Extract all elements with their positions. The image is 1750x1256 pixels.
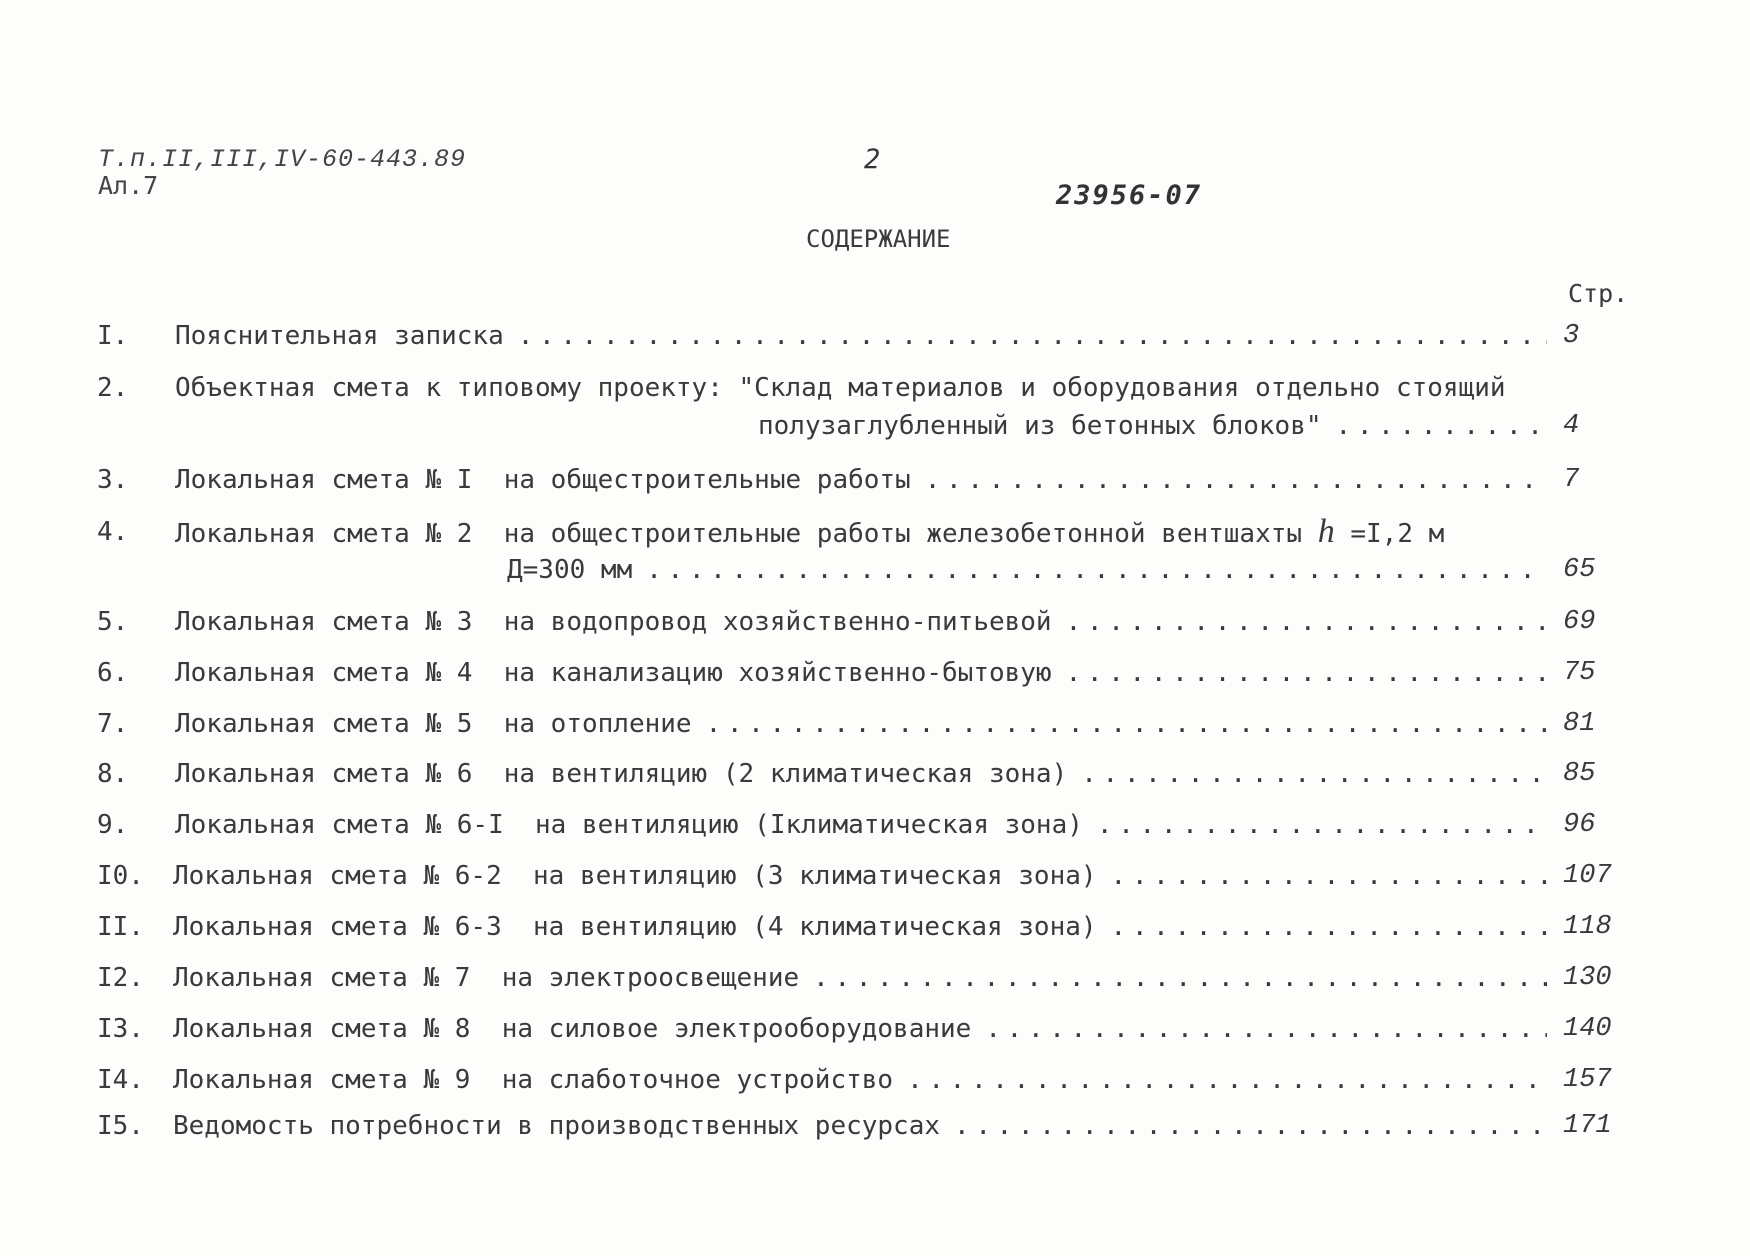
- toc-item-number: 9.: [97, 810, 129, 840]
- toc-item-text: Локальная смета № 3 на водопровод хозяйственно-питьевой: [175, 607, 1052, 637]
- toc-leader-dots: [1066, 655, 1547, 691]
- toc-item-text: Локальная смета № 6-2 на вентиляцию (3 климатическая зона): [173, 861, 1097, 891]
- toc-item-number: 3.: [97, 465, 129, 495]
- toc-item-text: Локальная смета № 8 на силовое электрооборудование: [173, 1014, 972, 1044]
- toc-item-page: 81: [1563, 709, 1596, 739]
- toc-item-text: Локальная смета № 5 на отопление: [175, 709, 692, 739]
- toc-item-page: 85: [1563, 759, 1596, 789]
- toc-item-number: I0.: [97, 861, 144, 891]
- toc-leader-dots: [925, 462, 1547, 498]
- toc-leader-dots: [1097, 807, 1547, 843]
- toc-item-page: 7: [1563, 465, 1580, 495]
- toc-leader-dots: [1111, 858, 1547, 894]
- toc-item-number: II.: [97, 912, 144, 942]
- toc-item-text: Локальная смета № 4 на канализацию хозяйственно-бытовую: [175, 658, 1052, 688]
- toc-leader-dots: [646, 552, 1547, 588]
- toc-item-text: Локальная смета № 6-I на вентиляцию (Iклиматическая зона): [175, 810, 1083, 840]
- toc-item-page: 130: [1563, 963, 1612, 993]
- toc-item-page: 69: [1563, 607, 1596, 637]
- toc-item-text-line2: полузаглубленный из бетонных блоков": [758, 411, 1322, 441]
- toc-item-page: 157: [1563, 1065, 1612, 1095]
- header-code: [98, 147, 466, 199]
- page-title: СОДЕРЖАНИЕ: [806, 225, 951, 253]
- toc-item-number: I.: [97, 321, 129, 351]
- toc-leader-dots: [813, 960, 1547, 996]
- toc-leader-dots: [1066, 604, 1547, 640]
- toc-item-text: Локальная смета № 6-3 на вентиляцию (4 климатическая зона): [173, 912, 1097, 942]
- toc-item-page: 171: [1563, 1111, 1612, 1141]
- toc-item-text-line2: Д=300 мм: [507, 555, 633, 585]
- toc-item-number: I5.: [97, 1111, 144, 1141]
- toc-item-number: 4.: [97, 517, 129, 547]
- toc-item-page: 65: [1563, 555, 1596, 585]
- header-code-line2: Ал.7: [98, 171, 159, 200]
- toc-leader-dots: [518, 318, 1547, 354]
- toc-item-page: 75: [1563, 658, 1596, 688]
- toc-leader-dots: [706, 706, 1547, 742]
- toc-item-page: 118: [1563, 912, 1612, 942]
- toc-leader-dots: [1336, 408, 1547, 444]
- toc-item-number: I4.: [97, 1065, 144, 1095]
- page-number: 2: [864, 144, 881, 175]
- toc-leader-dots: [985, 1011, 1547, 1047]
- h-symbol: h: [1317, 513, 1335, 550]
- header-code-line1: Т.п.II,III,IV-60-443.89: [98, 145, 467, 174]
- toc-item-number: 6.: [97, 658, 129, 688]
- toc-item-page: 107: [1563, 861, 1612, 891]
- toc-item-page: 96: [1563, 810, 1596, 840]
- toc-item-number: I2.: [97, 963, 144, 993]
- toc-item-text: Локальная смета № 9 на слаботочное устройство: [173, 1065, 894, 1095]
- toc-leader-dots: [1111, 909, 1547, 945]
- toc-item-text: Локальная смета № I на общестроительные работы: [175, 465, 911, 495]
- toc-item-page: 140: [1563, 1014, 1612, 1044]
- toc-item-number: 8.: [97, 759, 129, 789]
- toc-leader-dots: [1081, 756, 1547, 792]
- toc-item-page: 3: [1563, 321, 1580, 351]
- toc-item-text: Ведомость потребности в производственных ресурсах: [173, 1111, 941, 1141]
- toc-item-text: Локальная смета № 2 на общестроительные работы железобетонной вентшахты: [175, 519, 1303, 549]
- toc-item-number: 7.: [97, 709, 129, 739]
- toc-item-number: I3.: [97, 1014, 144, 1044]
- toc-item-text: Локальная смета № 7 на электроосвещение: [173, 963, 800, 993]
- page-column-label: Стр.: [1568, 279, 1629, 308]
- toc-item-text: Пояснительная записка: [175, 321, 504, 351]
- toc-item-number: 2.: [97, 373, 129, 403]
- toc-leader-dots: [954, 1108, 1547, 1144]
- toc-item-text: Объектная смета к типовому проекту: "Склад материалов и оборудования отдельно стоящий: [175, 373, 1506, 403]
- toc-item-text-after-h: =I,2 м: [1334, 519, 1445, 549]
- toc-leader-dots: [907, 1062, 1547, 1098]
- document-number: 23956-07: [1056, 180, 1203, 211]
- toc-item-page: 4: [1563, 411, 1580, 441]
- toc-item-text: Локальная смета № 6 на вентиляцию (2 климатическая зона): [175, 759, 1068, 789]
- toc-item-number: 5.: [97, 607, 129, 637]
